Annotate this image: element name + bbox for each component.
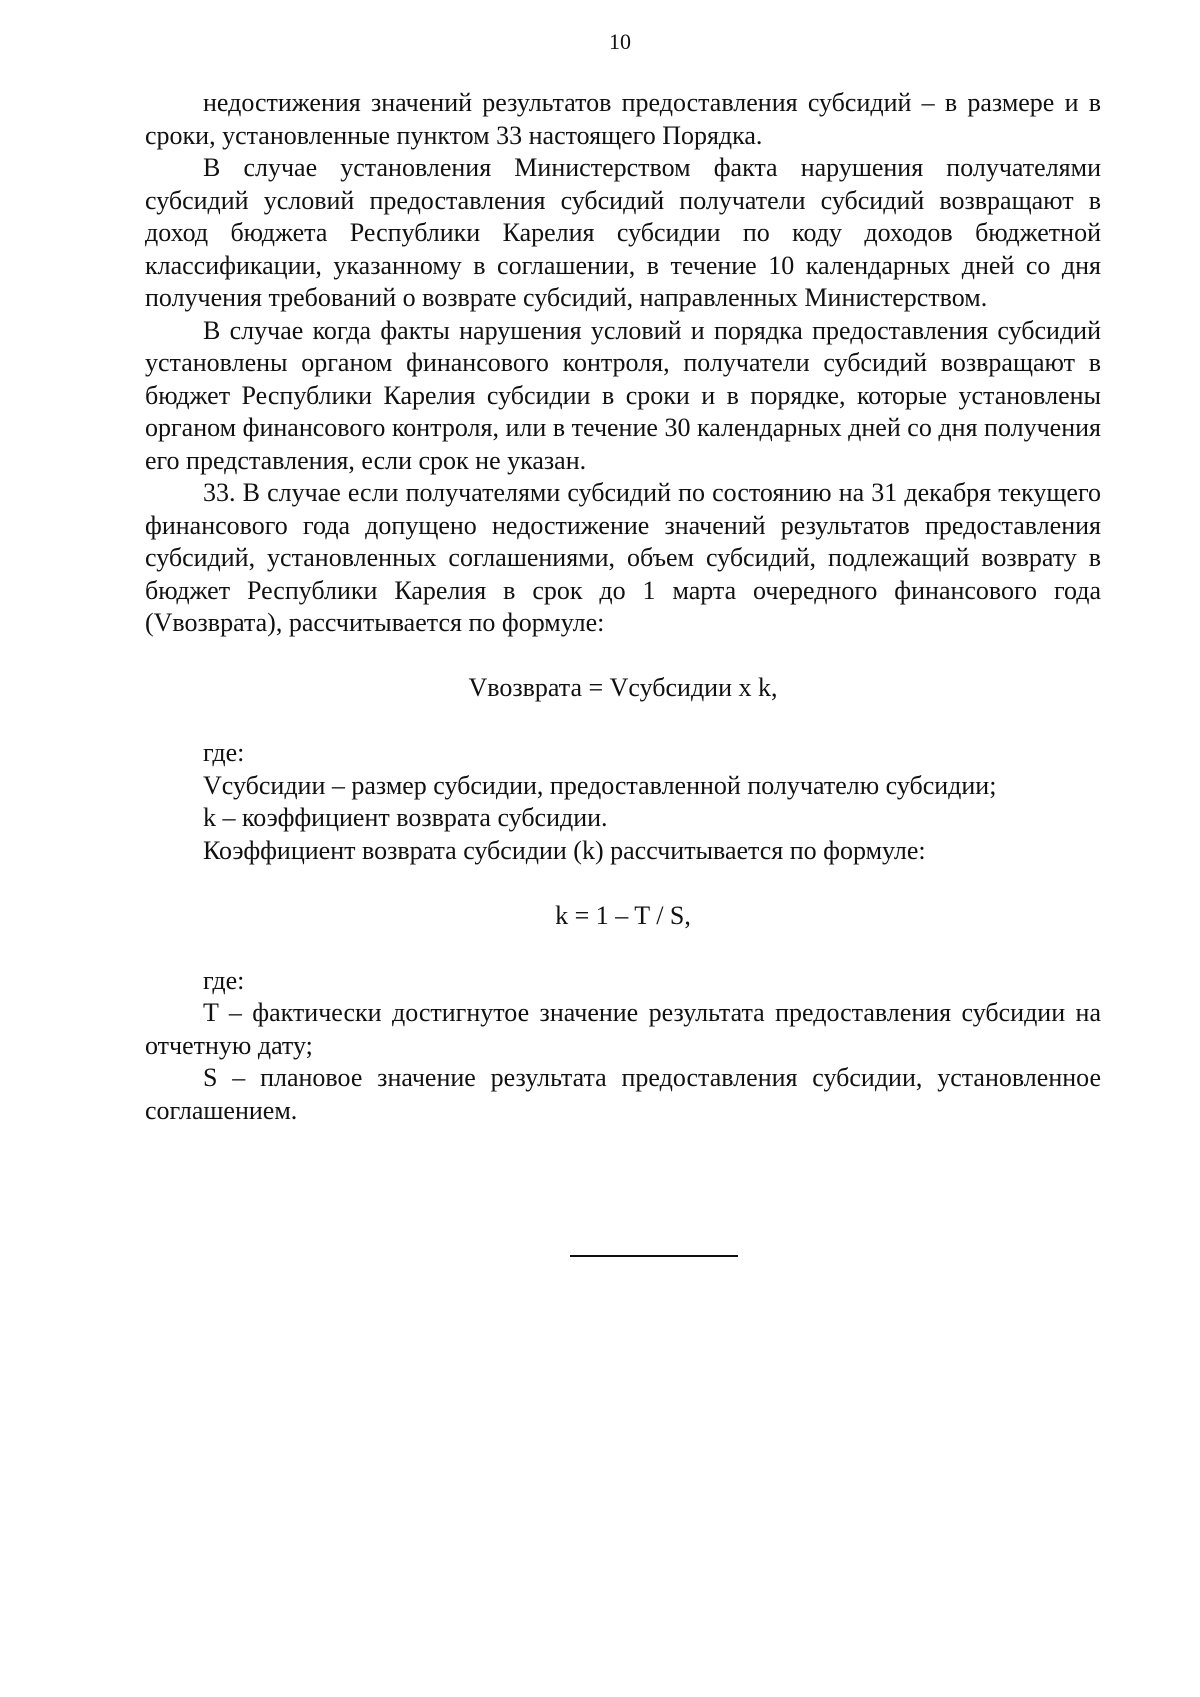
paragraph-financial-control: В случае когда факты нарушения условий и порядка предоставления субсидий установлены органом финансового контроля, получатели субсидий возвращают в бюджет Республики Карелия субсидии в сроки и в порядке, которые установлены органом финансового контроля, или в течение 30 календарных дней со дня получения его представления, если срок не указан. [145, 315, 1101, 475]
formula-coefficient: k = 1 – T / S, [555, 900, 691, 930]
paragraph-ministry-violation: В случае установления Министерством факта нарушения получателями субсидий условий предоставления субсидий получатели субсидий возвращают в доход бюджета Республики Карелия субсидии по коду доходов бюджетной классификации, указанному в соглашении, в течение 10 календарных дней со дня получения требований о возврате субсидий, направленных Министерством. [145, 153, 1101, 312]
definition-s: S – плановое значение результата предоставления субсидии, установленное соглашением. [145, 1063, 1101, 1125]
where-label-2: где: [203, 965, 245, 995]
paragraph-return-deadline: недостижения значений результатов предоставления субсидий – в размере и в сроки, установленные пунктом 33 настоящего Порядка. [145, 88, 1101, 150]
paragraph-33-return-volume: 33. В случае если получателями субсидий по состоянию на 31 декабря текущего финансового года допущено недостижение значений результатов предоставления субсидий, установленных соглашениями, объем субсидий, подлежащий возврату в бюджет Республики Карелия в срок до 1 марта очередного финансового года (Vвозврата), рассчитывается по формуле: [145, 478, 1101, 637]
definition-k: k – коэффициент возврата субсидии. [203, 803, 608, 832]
definition-v-subsidy: Vсубсидии – размер субсидии, предоставленной получателю субсидии; [203, 770, 997, 800]
definition-t: T – фактически достигнутое значение результата предоставления субсидии на отчетную дату; [145, 998, 1101, 1060]
end-divider-line [570, 1255, 738, 1257]
document-body [145, 87, 1101, 1127]
coefficient-intro: Коэффициент возврата субсидии (k) рассчитывается по формуле: [203, 835, 926, 865]
page-number: 10 [609, 29, 631, 54]
formula-return-volume: Vвозврата = Vсубсидии x k, [468, 673, 778, 702]
where-label-1: где: [203, 738, 245, 767]
